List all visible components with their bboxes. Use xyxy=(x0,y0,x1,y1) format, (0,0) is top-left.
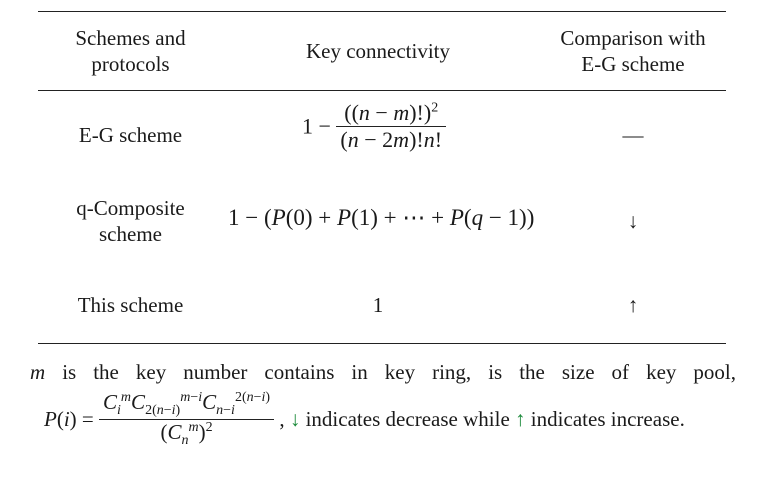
row1-connectivity-formula: 1 − $\frac{((n - m)!)^2}{(n - 2m)!n!}$ xyxy=(302,100,446,153)
row3-connectivity: 1 xyxy=(372,293,384,317)
header-schemes-line2: protocols xyxy=(91,52,170,76)
row2-comparison: ↓ xyxy=(627,209,639,233)
row3-comparison: ↑ xyxy=(627,293,639,317)
row2-scheme xyxy=(48,195,213,247)
header-comparison-line2: E-G scheme xyxy=(581,52,685,76)
footnote-line1: m is the key number contains in key ring, is the size of key pool, xyxy=(30,360,736,384)
row3-scheme: This scheme xyxy=(77,293,184,317)
row2-scheme-line1: q-Composite xyxy=(76,196,185,220)
row1-scheme: E-G scheme xyxy=(78,123,183,147)
row2-connectivity-formula: 1 − (P(0) + P(1) + ⋯ + P(q − 1)) xyxy=(228,205,535,230)
table-header-rule xyxy=(38,90,726,91)
footnote-line2-suffix: , ↓ indicates decrease while ↑ indicates increase. xyxy=(279,407,685,432)
footnote-formula: P(i) = $\frac{C_i^mC_{2(n-i)}^{m-i}C_{n-i}^{2(n-i)}}{(C_n^m)^2}$ , ↓ indicates decrease while ↑ indicates increase. xyxy=(44,390,685,449)
header-comparison-line1: Comparison with xyxy=(560,26,706,50)
header-schemes-line1: Schemes and xyxy=(75,26,186,50)
table-top-rule xyxy=(38,11,726,12)
header-comparison xyxy=(538,25,728,77)
row1-comparison: — xyxy=(622,123,644,147)
table-bottom-rule xyxy=(38,343,726,344)
row2-scheme-line2: scheme xyxy=(99,222,162,246)
header-schemes xyxy=(48,25,213,77)
header-key-connectivity: Key connectivity xyxy=(305,39,451,63)
